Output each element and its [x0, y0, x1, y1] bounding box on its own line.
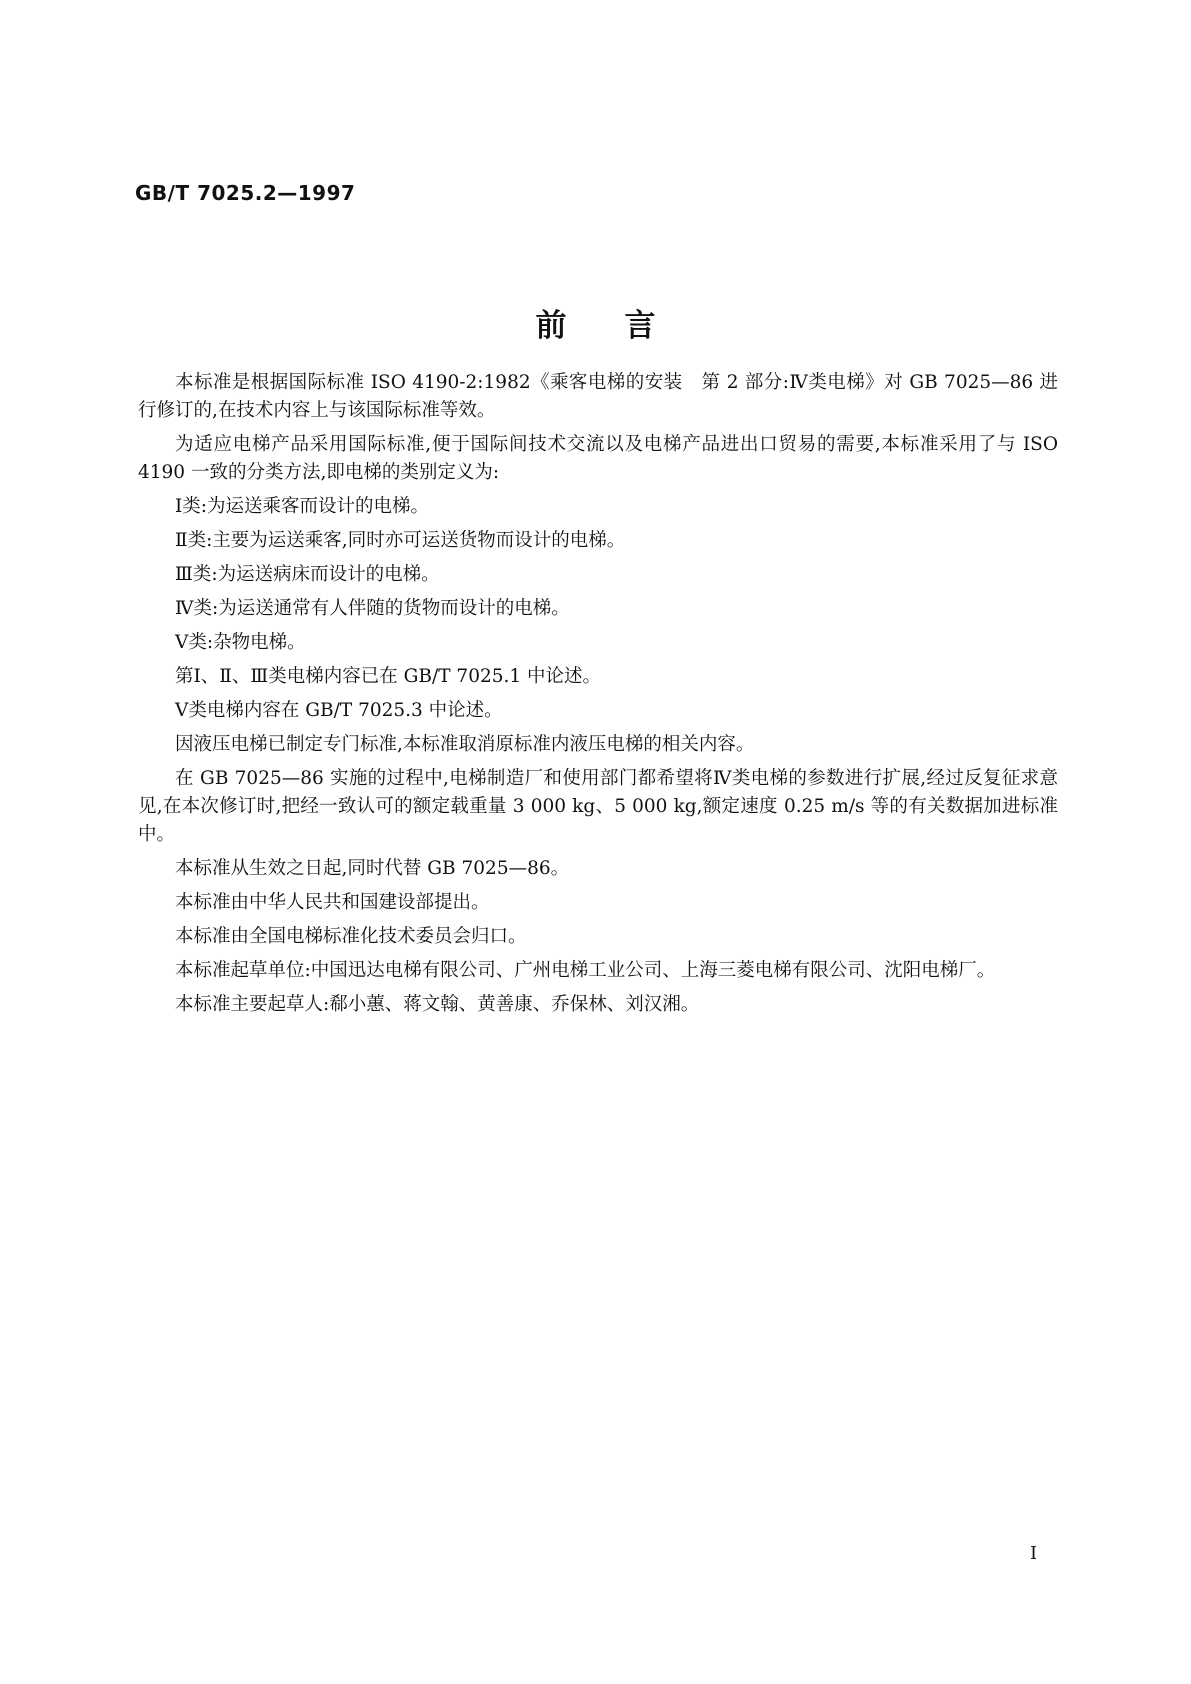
paragraph: 本标准从生效之日起,同时代替 GB 7025—86。 [175, 858, 570, 879]
page-number: Ⅰ [1030, 1543, 1038, 1564]
paragraph: Ⅳ类:为运送通常有人伴随的货物而设计的电梯。 [175, 598, 570, 619]
paragraph: 本标准起草单位:中国迅达电梯有限公司、广州电梯工业公司、上海三菱电梯有限公司、沈阳电梯厂。 [175, 960, 996, 981]
page-title: 前言 [535, 308, 714, 344]
standard-code: GB/T 7025.2—1997 [135, 181, 356, 205]
paragraph: 为适应电梯产品采用国际标准,便于国际间技术交流以及电梯产品进出口贸易的需要,本标准采用了与 ISO 4190 一致的分类方法,即电梯的类别定义为: [138, 434, 1058, 483]
paragraph: Ⅱ类:主要为运送乘客,同时亦可运送货物而设计的电梯。 [175, 530, 626, 551]
paragraph: Ⅰ类:为运送乘客而设计的电梯。 [175, 496, 430, 517]
paragraph: 本标准由中华人民共和国建设部提出。 [175, 892, 490, 913]
paragraph: Ⅴ类:杂物电梯。 [175, 632, 306, 653]
paragraph: 在 GB 7025—86 实施的过程中,电梯制造厂和使用部门都希望将Ⅳ类电梯的参数进行扩展,经过反复征求意见,在本次修订时,把经一致认可的额定载重量 3 000 kg、5 000 kg,额定速度 0.25 m/s 等的有关数据加进标准中。 [138, 768, 1058, 845]
paragraph: 因液压电梯已制定专门标准,本标准取消原标准内液压电梯的相关内容。 [175, 734, 755, 755]
paragraph: 本标准主要起草人:郗小蕙、蒋文翰、黄善康、乔保林、刘汉湘。 [175, 994, 700, 1015]
paragraph: 本标准是根据国际标准 ISO 4190-2:1982《乘客电梯的安装 第 2 部分:Ⅳ类电梯》对 GB 7025—86 进行修订的,在技术内容上与该国际标准等效。 [138, 372, 1058, 421]
paragraph: 本标准由全国电梯标准化技术委员会归口。 [175, 926, 527, 947]
foreword-body [138, 369, 1058, 1025]
paragraph: Ⅲ类:为运送病床而设计的电梯。 [175, 564, 440, 585]
paragraph: Ⅴ类电梯内容在 GB/T 7025.3 中论述。 [175, 700, 503, 721]
paragraph: 第Ⅰ、Ⅱ、Ⅲ类电梯内容已在 GB/T 7025.1 中论述。 [175, 666, 602, 687]
